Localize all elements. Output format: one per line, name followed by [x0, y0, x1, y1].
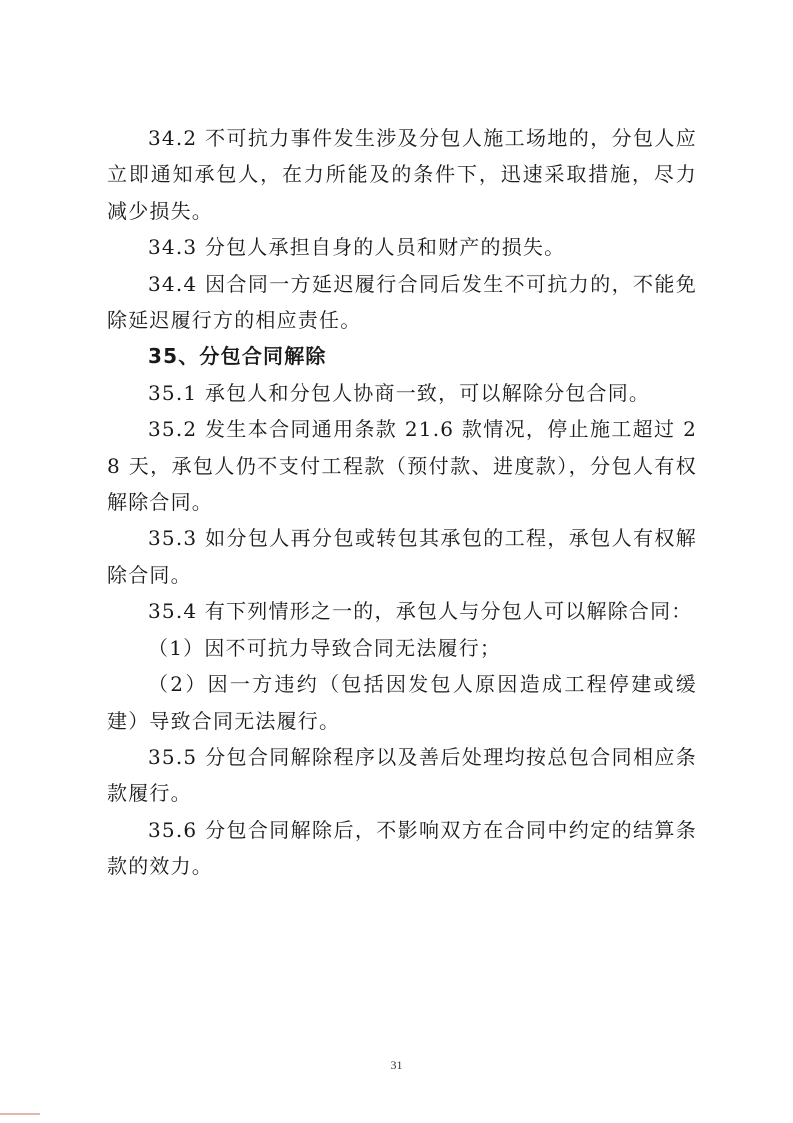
clause-35-4: 35.4 有下列情形之一的，承包人与分包人可以解除合同： — [148, 599, 693, 624]
clause-35-1: 35.1 承包人和分包人协商一致，可以解除分包合同。 — [148, 380, 651, 405]
scan-edge-mark — [0, 1113, 40, 1115]
clause-35-6: 35.6 分包合同解除后，不影响双方在合同中约定的结算条款的效力。 — [107, 817, 697, 879]
clause-34-2: 34.2 不可抗力事件发生涉及分包人施工场地的，分包人应立即通知承包人，在力所能及的条件下，迅速采取措施，尽力减少损失。 — [107, 126, 697, 223]
section-35-heading: 35、分包合同解除 — [148, 344, 327, 369]
page-number: 31 — [390, 1058, 403, 1072]
clause-34-3: 34.3 分包人承担自身的人员和财产的损失。 — [148, 235, 566, 260]
clause-35-4-item-2: （2）因一方违约（包括因发包人原因造成工程停建或缓建）导致合同无法履行。 — [107, 672, 697, 733]
document-body — [107, 120, 697, 885]
clause-35-2: 35.2 发生本合同通用条款 21.6 款情况，停止施工超过 28 天，承包人仍不支付工程款（预付款、进度款），分包人有权解除合同。 — [107, 417, 697, 515]
clause-34-4: 34.4 因合同一方延迟履行合同后发生不可抗力的，不能免除延迟履行方的相应责任。 — [107, 271, 697, 333]
clause-35-3: 35.3 如分包人再分包或转包其承包的工程，承包人有权解除合同。 — [107, 526, 697, 587]
clause-35-4-item-1: （1）因不可抗力导致合同无法履行； — [148, 635, 502, 660]
clause-35-5: 35.5 分包合同解除程序以及善后处理均按总包合同相应条款履行。 — [107, 744, 697, 806]
